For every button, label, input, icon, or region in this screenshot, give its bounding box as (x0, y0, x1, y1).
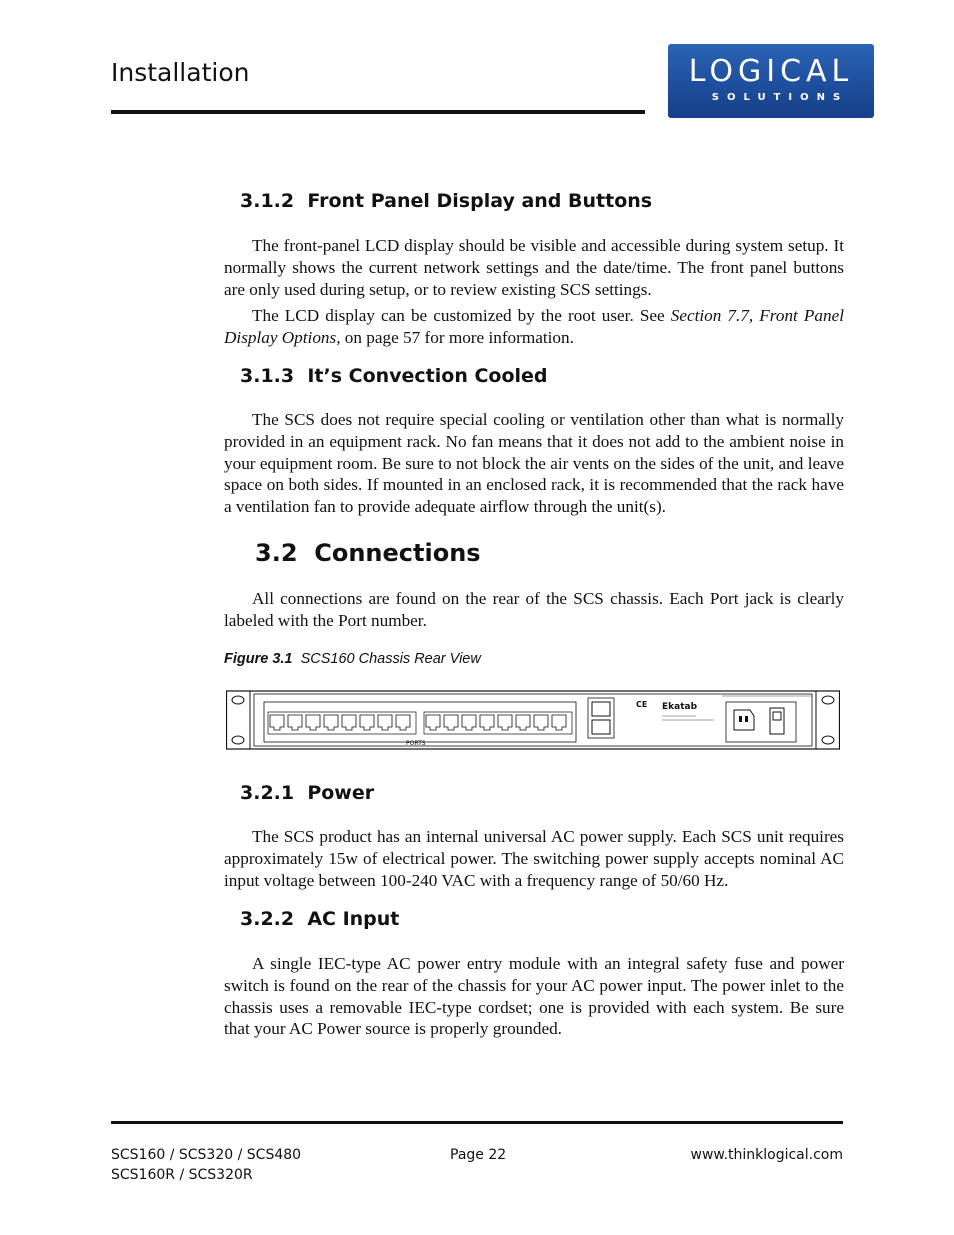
iec-pin (739, 716, 742, 722)
ce-mark: CE (636, 700, 648, 709)
footer-rule (111, 1121, 843, 1124)
logo-main-text: LOGICAL (688, 54, 854, 89)
footer-models-line2: SCS160R / SCS320R (111, 1167, 253, 1183)
heading-3-2-1: 3.2.1 Power (240, 782, 375, 804)
paragraph-3-2-2: A single IEC-type AC power entry module with an integral safety fuse and power switch is found on the rear of the chassis for your AC power input. The power inlet to the chassis uses a removable IEC-type cordset; one is provided with each system. Be sure that your AC Power source is properly grounded. (224, 954, 844, 1039)
chassis-rear-view-diagram (226, 690, 840, 750)
figure-caption (224, 651, 481, 667)
paragraph-3-1-2-b (224, 305, 844, 349)
heading-3-1-2: 3.1.2 Front Panel Display and Buttons (240, 190, 653, 212)
heading-3-2-2: 3.2.2 AC Input (240, 908, 400, 930)
paragraph-3-1-2-a: The front-panel LCD display should be visible and accessible during system setup. It normally shows the current network settings and the date/time. The front panel buttons are only used during setup, or to review existing SCS settings. (224, 236, 844, 299)
page-header-title: Installation (111, 58, 250, 87)
paragraph-3-2-1: The SCS product has an internal universal AC power supply. Each SCS unit requires approximately 15w of electrical power. The switching power supply accepts nominal AC input voltage between 100-240 VAC with a frequency range of 50/60 Hz. (224, 827, 844, 890)
header-rule (111, 110, 645, 114)
brand-label: Ekatab (662, 702, 698, 712)
logical-solutions-logo (668, 44, 874, 118)
footer-models (111, 1145, 301, 1185)
paragraph-3-1-3: The SCS does not require special cooling or ventilation other than what is normally provided in an equipment rack. No fan means that it does not add to the ambient noise in your equipment room. Be sure to not block the air vents on the sides of the unit, and leave space on both sides. If mounted in an enclosed rack, it is recommended that the rack have a ventilation fan to provide adequate airflow through the unit(s). (224, 410, 844, 517)
text-run: The LCD display can be customized by the root user. See (252, 306, 671, 325)
figure-title: SCS160 Chassis Rear View (300, 651, 481, 667)
footer-website: www.thinklogical.com (690, 1147, 843, 1163)
text-run: on page 57 for more information. (340, 327, 574, 347)
footer-models-line1: SCS160 / SCS320 / SCS480 (111, 1147, 302, 1163)
section-reference: Section 7.7, Front Panel Display Options, (224, 306, 844, 347)
footer-page-number: Page 22 (450, 1147, 507, 1163)
heading-3-1-3: 3.1.3 It’s Convection Cooled (240, 365, 548, 387)
paragraph-3-2: All connections are found on the rear of the SCS chassis. Each Port jack is clearly labeled with the Port number. (224, 589, 844, 630)
figure-label: Figure 3.1 (224, 651, 293, 667)
heading-3-2: 3.2 Connections (255, 539, 481, 567)
ports-label: PORTS (406, 740, 426, 747)
iec-pin (745, 716, 748, 722)
logo-sub-text: SOLUTIONS (711, 92, 849, 103)
